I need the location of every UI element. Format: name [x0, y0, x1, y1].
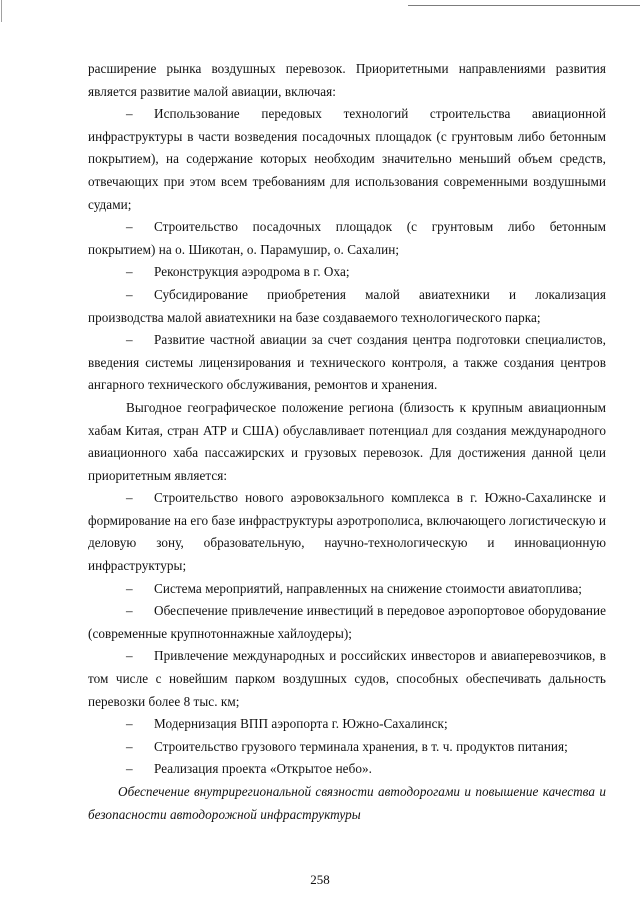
list-item: [88, 758, 606, 781]
list-item: [88, 329, 606, 397]
list-item: [88, 578, 606, 601]
scan-edge-line: [408, 5, 640, 6]
list-item: [88, 284, 606, 329]
list-item-text: Строительство нового аэровокзального комплекса в г. Южно-Сахалинске и формирование на его базе инфраструктуры аэротрополиса, включающего логистическую и деловую зону, образовательную, научно-технологическую и инновационную инфраструктуры;: [88, 490, 606, 574]
bullet-dash: –: [126, 490, 133, 506]
list-item-text: Использование передовых технологий строительства авиационной инфраструктуры в части возведения посадочных площадок (с грунтовым либо бетонным покрытием), на содержание которых необходим значительно меньший объем средств, отвечающих при этом всем требованиям для использования современными воздушными судами;: [88, 106, 606, 212]
paragraph: расширение рынка воздушных перевозок. Приоритетными направлениями развития является развитие малой авиации, включая:: [88, 61, 606, 99]
bullet-dash: –: [126, 648, 133, 664]
scan-edge-mark: [1, 0, 2, 22]
list-item-text: Обеспечение привлечение инвестиций в передовое аэропортовое оборудование (современные крупнотоннажные хайлоудеры);: [88, 603, 606, 641]
section-heading: Обеспечение внутрирегиональной связности автодорогами и повышение качества и безопасности автодорожной инфраструктуры: [88, 784, 606, 822]
bullet-dash: –: [126, 286, 133, 302]
list-item-text: Система мероприятий, направленных на снижение стоимости авиатоплива;: [154, 580, 583, 596]
bullet-dash: –: [126, 264, 133, 280]
bullet-dash: –: [126, 761, 133, 777]
list-item: [88, 645, 606, 713]
list-item: [88, 487, 606, 577]
page-number: 258: [310, 872, 330, 887]
list-item-text: Модернизация ВПП аэропорта г. Южно-Сахалинск;: [154, 716, 448, 732]
bullet-dash: –: [126, 219, 133, 235]
list-item: [88, 261, 606, 284]
list-item: [88, 103, 606, 216]
paragraph: Выгодное географическое положение региона (близость к крупным авиационным хабам Китая, стран АТР и США) обуславливает потенциал для создания международного авиационного хаба пассажирских и грузовых перевозок. Для достижения данной цели приоритетным является:: [88, 399, 606, 483]
list-item: [88, 736, 606, 759]
bullet-dash: –: [126, 716, 133, 732]
list-item-text: Субсидирование приобретения малой авиатехники и локализация производства малой авиатехники на базе создаваемого технологического парка;: [88, 286, 606, 325]
bullet-dash: –: [126, 738, 133, 754]
document-body: [88, 58, 606, 826]
list-item-text: Развитие частной авиации за счет создания центра подготовки специалистов, введения системы лицензирования и технического контроля, а также создания центров ангарного технического обслуживания, ремонтов и хранения.: [88, 332, 606, 393]
bullet-dash: –: [126, 603, 133, 619]
list-item-text: Привлечение международных и российских инвесторов и авиаперевозчиков, в том числе с новейшим парком воздушных судов, способных обеспечивать дальность перевозки более 8 тыс. км;: [88, 648, 606, 709]
bullet-dash: –: [126, 106, 133, 122]
list-item: [88, 600, 606, 645]
list-item-text: Строительство грузового терминала хранения, в т. ч. продуктов питания;: [154, 738, 568, 754]
list-item-text: Реконструкция аэродрома в г. Оха;: [154, 264, 350, 280]
list-item-text: Строительство посадочных площадок (с грунтовым либо бетонным покрытием) на о. Шикотан, о. Парамушир, о. Сахалин;: [88, 219, 606, 257]
list-item-text: Реализация проекта «Открытое небо».: [154, 761, 372, 777]
bullet-dash: –: [126, 580, 133, 596]
bullet-dash: –: [126, 332, 133, 348]
list-item: [88, 713, 606, 736]
list-item: [88, 216, 606, 261]
